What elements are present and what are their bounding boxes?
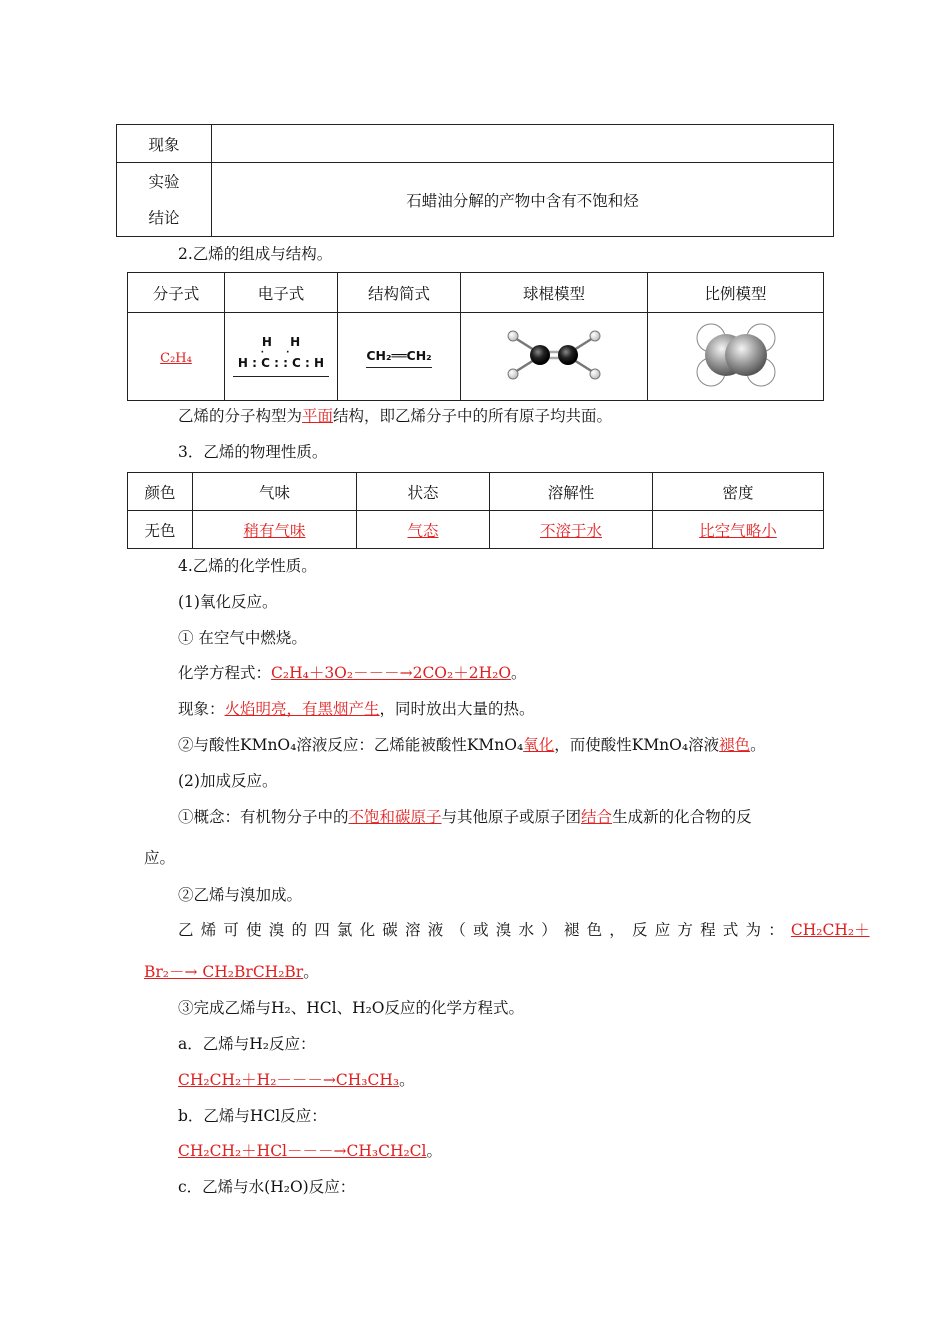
h2o-label: c．乙烯与水(H₂O)反应：	[178, 1178, 356, 1196]
kmno4-mid: ，而使酸性KMnO₄溶液	[554, 736, 720, 754]
concept-answer-combine: 结合	[581, 808, 613, 826]
carbon-atom	[530, 345, 550, 365]
conclusion-label-line2: 结论	[148, 208, 180, 227]
concept-pre: ①概念：有机物分子中的	[178, 808, 349, 826]
phenomenon-label-cell	[117, 125, 212, 163]
phenomenon-post: ，同时放出大量的热。	[379, 700, 535, 718]
phenomenon-label: 现象：	[178, 700, 225, 718]
kmno4-answer-decolor: 褪色	[719, 736, 751, 754]
conclusion-label-cell	[117, 163, 212, 237]
concept-answer-unsaturated: 不饱和碳原子	[348, 808, 442, 826]
header-space-filling: 比例模型	[648, 273, 824, 313]
concept-continuation: 应。	[144, 849, 176, 867]
value-odor-text: 稍有气味	[243, 521, 306, 540]
combustion-equation	[178, 661, 527, 683]
h2-equation: CH₂CH₂＋H₂－－－→CH₃CH₃	[178, 1071, 400, 1089]
bromine-text: 乙烯可使溴的四氯化碳溶液（或溴水）褪色，反应方程式为：	[178, 921, 791, 939]
kmno4-answer-oxidized: 氧化	[523, 736, 555, 754]
electron-formula-cell	[225, 313, 338, 401]
section2-heading: 2.乙烯的组成与结构。	[178, 245, 333, 263]
planar-note-pre: 乙烯的分子构型为	[178, 407, 303, 425]
value-solubility-text: 不溶于水	[539, 521, 602, 540]
bromine-eq-line	[144, 960, 319, 982]
structural-formula: CH₂══CH₂	[366, 348, 431, 368]
h2-equation-line	[178, 1068, 415, 1090]
conclusion-value-cell	[212, 163, 834, 237]
period: 。	[303, 963, 319, 981]
combustion-item: ① 在空气中燃烧。	[178, 629, 307, 647]
space-filling-cell	[648, 313, 824, 401]
ball-stick-cell	[461, 313, 648, 401]
complete-heading: ③完成乙烯与H₂、HCl、H₂O反应的化学方程式。	[178, 999, 525, 1017]
electron-mid: H : C : : C : H	[237, 356, 325, 370]
header-electron: 电子式	[225, 273, 338, 313]
concept-line	[178, 805, 752, 827]
hydrogen-atom	[508, 369, 518, 379]
physical-properties-table	[127, 472, 824, 549]
conclusion-text: 石蜡油分解的产物中含有不饱和烃	[406, 191, 639, 210]
h2-label: a．乙烯与H₂反应：	[178, 1035, 316, 1053]
header-structural: 结构简式	[338, 273, 461, 313]
structure-table	[127, 272, 824, 401]
phenomenon-value-cell	[212, 125, 834, 163]
addition-heading: (2)加成反应。	[178, 772, 278, 790]
ball-stick-model	[499, 324, 609, 386]
formula-answer: C₂H₄	[160, 350, 192, 366]
cell-text: 现象	[148, 135, 180, 154]
concept-mid: 与其他原子或原子团	[441, 808, 582, 826]
phenomenon-answer: 火焰明亮，有黑烟产生	[224, 700, 380, 718]
bromine-eq-part2: Br₂－→ CH₂BrCH₂Br	[144, 963, 304, 981]
hcl-equation: CH₂CH₂＋HCl－－－→CH₃CH₂Cl	[178, 1142, 427, 1160]
bromine-text-line	[178, 918, 870, 940]
header-color: 颜色	[128, 473, 193, 511]
section4-heading: 4.乙烯的化学性质。	[178, 557, 317, 575]
kmno4-pre: ②与酸性KMnO₄溶液反应：乙烯能被酸性KMnO₄	[178, 736, 524, 754]
space-filling-model	[693, 320, 779, 390]
structural-cell	[338, 313, 461, 401]
hydrogen-atom	[590, 331, 600, 341]
header-density: 密度	[653, 473, 824, 511]
combustion-eq-answer: C₂H₄＋3O₂－－－→2CO₂＋2H₂O	[271, 664, 512, 682]
header-solubility: 溶解性	[490, 473, 653, 511]
electron-underline	[233, 376, 329, 377]
header-formula: 分子式	[128, 273, 225, 313]
period: 。	[426, 1142, 443, 1160]
conclusion-label-line1: 实验	[148, 172, 180, 191]
hydrogen-atom	[508, 331, 518, 341]
carbon-atom	[558, 345, 578, 365]
electron-top: H H	[261, 335, 301, 349]
bromine-eq-part1: CH₂CH₂＋	[790, 921, 870, 939]
bromine-heading: ②乙烯与溴加成。	[178, 886, 303, 904]
hcl-equation-line	[178, 1139, 442, 1161]
value-color: 无色	[128, 511, 193, 549]
concept-post: 生成新的化合物的反	[612, 808, 752, 826]
value-state-text: 气态	[407, 521, 439, 540]
value-density	[653, 511, 824, 549]
electron-dots-top: ··	[260, 348, 312, 358]
planar-note-post: 结构，即乙烯分子中的所有原子均共面。	[333, 407, 613, 425]
phenomenon-line	[178, 697, 535, 719]
header-odor: 气味	[193, 473, 357, 511]
period: 。	[399, 1071, 415, 1089]
value-state	[357, 511, 490, 549]
kmno4-post: 。	[750, 736, 766, 754]
oxidation-heading: (1)氧化反应。	[178, 593, 278, 611]
header-state: 状态	[357, 473, 490, 511]
experiment-table	[116, 124, 834, 237]
formula-cell	[128, 313, 225, 401]
value-solubility	[490, 511, 653, 549]
equation-label: 化学方程式：	[178, 664, 272, 682]
section3-heading: 3．乙烯的物理性质。	[178, 443, 328, 461]
hydrogen-atom	[590, 369, 600, 379]
period: 。	[511, 664, 527, 682]
value-odor	[193, 511, 357, 549]
planar-answer: 平面	[302, 407, 334, 425]
header-ball-stick: 球棍模型	[461, 273, 648, 313]
planar-note	[178, 404, 612, 426]
hcl-label: b．乙烯与HCl反应：	[178, 1107, 327, 1125]
kmno4-line	[178, 733, 766, 755]
value-density-text: 比空气略小	[699, 521, 777, 540]
carbon-sphere	[725, 334, 767, 376]
